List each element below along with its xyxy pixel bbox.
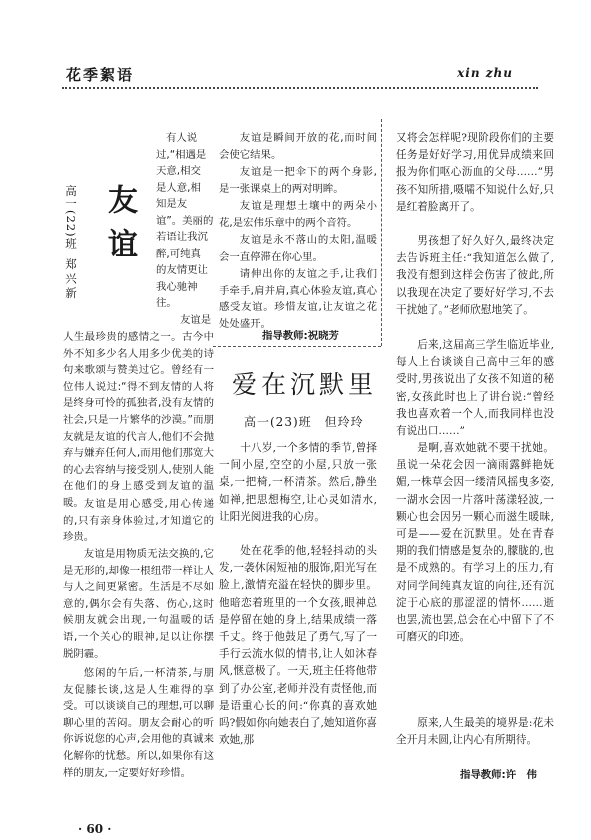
article2-paragraph-4: 后来,这届高三学生临近毕业,每人上台谈谈自己高中三年的感受时,男孩说出了女孩不知道的秘密,女孩此时也上了讲台说:“曾经我也喜欢着一个人,而我同样也没有说出口……” bbox=[396, 339, 554, 438]
article2-paragraph-2: 处在花季的他,轻轻抖动的头发,一袭休闲短袖的服饰,阳光写在脸上,激情充溢在轻快的脚步里。他暗恋着班里的一个女孩,眼神总是停留在她的身上,结果成绩一落千丈。终于他鼓足了勇气,写了一手行云流水似的情书,让人如沐春风,惬意极了。一天,班主任将他带到了办公室,老师并没有责怪他,而是语重心长的问:“你真的喜欢她吗?假如你向她表白了,她知道你喜欢她,那 bbox=[219, 545, 377, 747]
page-number: · 60 · bbox=[78, 822, 112, 836]
article1-title: 友谊 bbox=[102, 184, 137, 272]
article2-paragraph-5: 是啊,喜欢她就不要干扰她。虽说一朵花会因一滴雨露鲜艳妩媚,一株草会因一缕清风摇曳多姿,一湖水会因一片落叶荡漾轻波,一颗心也会因另一颗心而滋生暖昧,可是——爱在沉默里。处在青春期的我们情感是复杂的,朦胧的,也是不成熟的。有学习上的压力,有对同学间纯真友谊的向往,还有沉淀于心底的那涩涩的情怀……逝也罢,流也罢,总会在心中留下了不可磨灭的印迹。 bbox=[396, 442, 554, 644]
column-header-title: 花季絮语 bbox=[66, 66, 135, 84]
article2-paragraph-1: 十八岁,一个多情的季节,曾择一间小屋,空空的小屋,只放一张桌,一把椅,一杯清茶。然后,静坐如禅,把思想梅空,让心灵如清水,让阳光阅进我的心房。 bbox=[219, 442, 377, 523]
article2-box-top bbox=[213, 346, 381, 347]
article1-paragraph-2-start: 友谊是 bbox=[180, 314, 212, 326]
article1-paragraph-4: 友谊是用物质无法交换的,它是无形的,却像一根纽带一样让人与人之间更紧密。生活是不尽如意的,偶尔会有失落、伤心,这时候朋友就会出现,一句温暖的话语,一个关心的眼神,足以让你摆脱阴霾。 bbox=[63, 548, 214, 660]
article2-byline: 高一(23)班 但玲玲 bbox=[244, 415, 364, 429]
article1-paragraph-6: 友谊是瞬间开放的花,而时间会使它结果。 bbox=[219, 132, 377, 161]
column-header-pinyin: xin zhu bbox=[457, 66, 513, 80]
article1-paragraph-5: 悠闲的午后,一杯清茶,与朋友促膝长谈,这是人生难得的享受。可以谈谈自己的理想,可以聊聊心里的苦闷。朋友会耐心的听你诉说您的心声,会用他的真诚来化解你的忧愁。所以,如果你有这样的朋友,一定要好好珍惜。 bbox=[63, 667, 214, 779]
article1-paragraph-8: 友谊是理想土壤中的两朵小花,是宏伟乐章中的两个音符。 bbox=[219, 200, 377, 229]
article1-author-name: 郑兴新 bbox=[64, 258, 78, 302]
article1-paragraph-7: 友谊是一把伞下的两个身影,是一张课桌上的两对明眸。 bbox=[219, 166, 377, 195]
article1-paragraph-9: 友谊是永不落山的太阳,温暖会一直停滞在你心里。 bbox=[219, 234, 377, 263]
article2-paragraph-2-cont: 又将会怎样呢?现阶段你们的主要任务是好好学习,用优异成绩来回报为你们呕心沥血的父母……”男孩不知所措,嗫嚅不知说什么好,只是红着脸离开了。 bbox=[396, 132, 554, 213]
article2-title: 爱在沉默里 bbox=[232, 370, 378, 399]
article1-paragraph-3: 友谊是用心感受,用心传递的,只有亲身体验过,才知道它的珍贵。 bbox=[63, 498, 214, 544]
header-divider bbox=[62, 87, 538, 89]
article1-paragraph-1: 有人说 过,“相遇是 天意,相交 是人意,相 知是友 谊”。美丽的 若语让我沉 醉,可纯真 的友情更让 我心驰神 往。 bbox=[156, 132, 214, 309]
column-divider bbox=[381, 119, 383, 346]
article2-teacher: 指导教师:许 伟 bbox=[460, 769, 537, 781]
article1-teacher: 指导教师:祝晓芳 bbox=[262, 330, 339, 342]
article2-paragraph-3: 男孩想了好久好久,最终决定去告诉班主任:“我知道怎么做了,我没有想到这样会伤害了彼此,所以我现在决定了要好好学习,不去干扰她了。”老师欣慰地笑了。 bbox=[396, 235, 554, 316]
article1-paragraph-2: 人生最珍贵的感情之一。古今中外不知多少名人用多少优美的诗句来歌颂与赞美过它。曾经有一位伟人说过:“得不到友情的人将是终身可怜的孤独者,没有友情的社会,只是一片繁华的沙漠。”而朋友就是友谊的代言人,他们不会抛弃与嫌弃任何人,而用他们那宽大的心去容纳与接受别人,使别人能在他们的身上感受到友谊的温暖。 bbox=[63, 331, 214, 509]
article1-author-class: 高一(22)班 bbox=[64, 185, 78, 251]
article1-paragraph-10: 请伸出你的友谊之手,让我们手牵手,肩并肩,真心体验友谊,真心感受友谊。珍惜友谊,让友谊之花处处盛开。 bbox=[219, 268, 377, 330]
article2-paragraph-6: 原来,人生最美的境界是:花未全开月未圆,让内心有所期待。 bbox=[396, 717, 554, 747]
